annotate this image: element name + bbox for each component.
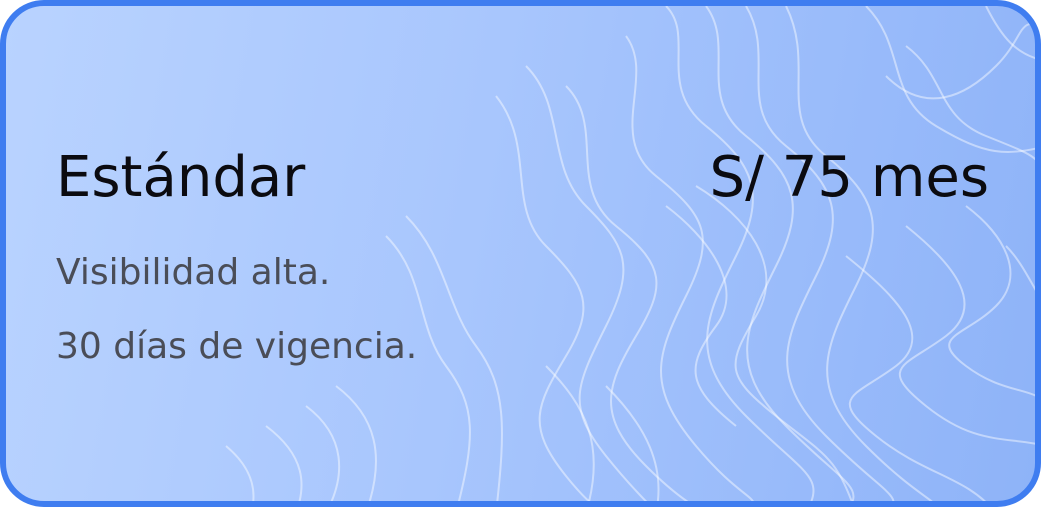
plan-feature-duration: 30 días de vigencia.	[56, 326, 418, 367]
plan-feature-visibility: Visibilidad alta.	[56, 252, 331, 293]
plan-price: S/ 75 mes	[709, 145, 989, 210]
plan-title: Estándar	[56, 145, 306, 210]
